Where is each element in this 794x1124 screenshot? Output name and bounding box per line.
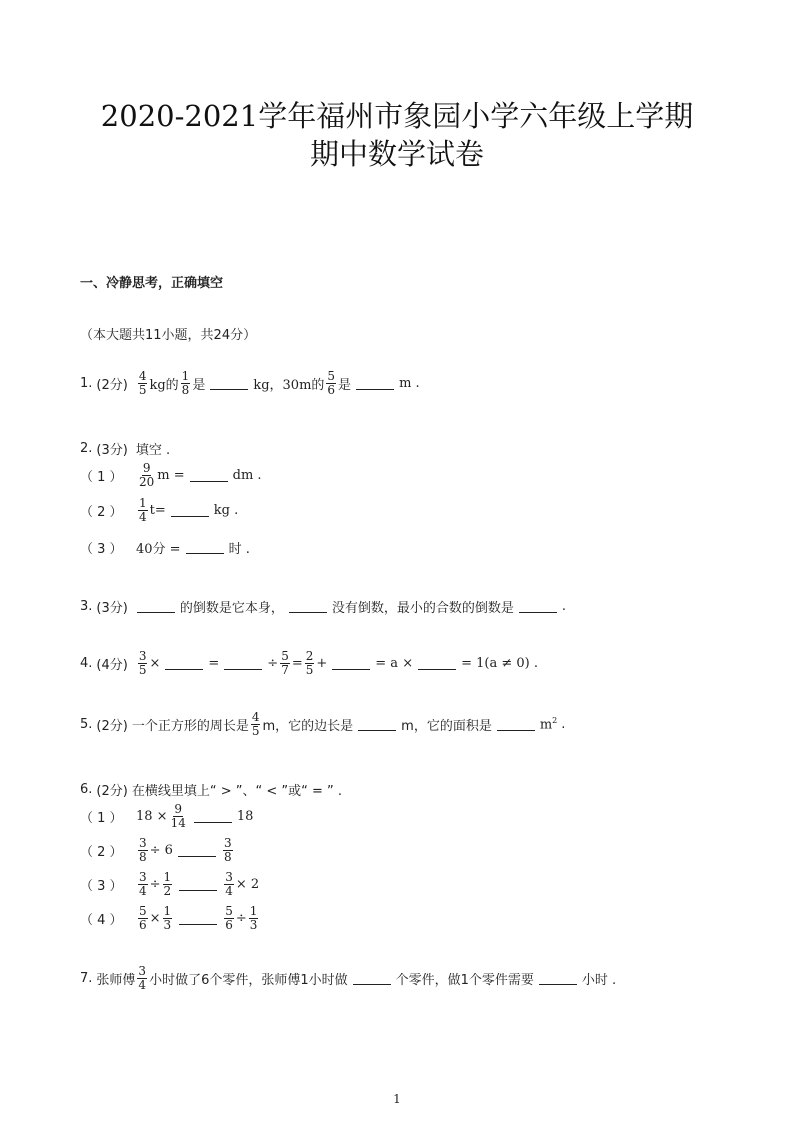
numerator: 3 [223,836,232,850]
answer-blank[interactable] [194,811,232,823]
denominator: 3 [163,918,172,932]
q4-fraction-2 [280,650,290,677]
question-6-part-2 [80,837,235,864]
numerator: 4 [138,369,147,383]
q5-text-5: . [561,717,566,732]
answer-blank[interactable] [353,973,391,985]
q6-stem: 在横线里填上“ > ”、“ < ”或“ = ” . [131,784,342,799]
part-label: （ 1 ） [80,811,123,826]
q6-number: 6. [80,782,93,797]
question-3 [80,597,566,616]
q4-fraction-3 [305,650,315,677]
question-5 [80,711,565,738]
denominator: 6 [225,918,233,932]
q5-score: (2分) [96,719,128,734]
q2-2-fraction [138,497,148,524]
question-2-part-2 [80,497,238,524]
q4-text-2: = [208,656,220,671]
q5-text-2: m，它的边长是 [262,719,354,734]
part-label: （ 3 ） [80,879,123,894]
q6-score: (2分) [96,784,128,799]
q2-3-text-2: 时 . [228,542,250,557]
q6-3-text-1: ÷ [149,877,161,892]
q4-text-1: × [149,656,161,671]
q6-4-fraction-2 [163,905,173,932]
denominator: 8 [139,850,147,864]
q6-4-fraction-1 [138,905,148,932]
numerator: 1 [163,904,172,918]
answer-blank[interactable] [497,719,535,731]
q4-text-5: + [316,656,328,671]
q1-text-5: m . [399,376,420,391]
denominator: 5 [138,383,147,397]
q5-text-1: 一个正方形的周长是 [131,719,249,734]
question-6-part-3 [80,871,259,898]
numerator: 5 [139,904,147,918]
numerator: 4 [251,710,260,724]
q5-number: 5. [80,717,93,732]
q7-text-1: 张师傅 [96,973,136,988]
q1-text-4: 是 [338,378,352,393]
q4-fraction-1 [138,650,148,677]
numerator: 1 [181,369,190,383]
answer-blank[interactable] [519,601,557,613]
q1-score: (2分) [96,378,128,393]
q2-3-text-1: 40分 = [136,542,181,557]
q4-text-6: = a × [375,656,414,671]
q1-number: 1. [80,376,93,391]
answer-blank[interactable] [332,658,370,670]
denominator: 5 [138,663,147,677]
q6-2-text-1: ÷ 6 [149,843,173,858]
answer-blank[interactable] [179,913,217,925]
q7-number: 7. [80,971,93,986]
q2-number: 2. [80,441,93,456]
q4-text-3: ÷ [267,656,279,671]
numerator: 3 [139,836,147,850]
q6-1-text-2: 18 [236,809,254,824]
q3-number: 3. [80,599,93,614]
q2-2-text-1: t= [149,503,166,518]
q5-unit: m [539,717,553,733]
question-6-part-4 [80,905,260,932]
answer-blank[interactable] [539,973,577,985]
q3-text-1: 的倒数是它本身， [179,601,284,616]
denominator: 4 [139,510,147,524]
denominator: 4 [139,884,147,898]
answer-blank[interactable] [356,378,394,390]
denominator: 5 [251,724,260,738]
answer-blank[interactable] [171,505,209,517]
q4-number: 4. [80,656,93,671]
question-2-part-3 [80,538,250,557]
numerator: 3 [139,870,147,884]
numerator: 9 [142,461,151,475]
q7-text-3: 个零件，做1个零件需要 [395,973,534,988]
question-1 [80,370,420,397]
q6-3-fraction-3 [224,871,234,898]
q2-score: (3分) [96,443,128,458]
q5-text-3: m，它的面积是 [401,719,492,734]
q3-text-3: . [561,599,566,614]
answer-blank[interactable] [224,658,262,670]
q3-score: (3分) [96,601,128,616]
page-number: 1 [393,1092,401,1106]
page-title-line-1: 2020-2021学年福州市象园小学六年级上学期 [100,99,694,133]
numerator: 3 [138,649,147,663]
q1-fraction-2 [181,370,191,397]
q2-stem: 填空 . [135,443,171,458]
denominator: 8 [181,383,190,397]
q4-text-7: = 1(a ≠ 0) . [461,656,538,671]
denominator: 6 [139,918,147,932]
page-title-line-2: 期中数学试卷 [309,137,484,171]
q1-text-1: kg的 [149,378,179,393]
q6-4-fraction-3 [224,905,234,932]
answer-blank[interactable] [178,845,216,857]
q6-4-text-1: × [149,911,161,926]
part-label: （ 2 ） [80,505,123,520]
numerator: 1 [163,870,172,884]
q5-text-4 [540,716,557,732]
q6-3-text-2: × 2 [235,877,260,892]
q2-1-text-1: m = [157,468,185,483]
q1-fraction-3 [326,370,336,397]
denominator: 4 [138,978,147,992]
denominator: 4 [225,884,233,898]
numerator: 2 [305,649,314,663]
question-2 [80,439,170,458]
q6-4-fraction-4 [249,905,259,932]
q4-text-4: = [291,656,303,671]
q4-score: (4分) [96,658,128,673]
part-label: （ 1 ） [80,470,123,485]
answer-blank[interactable] [137,601,175,613]
q7-fraction [137,965,147,992]
section-note: （本大题共11小题，共24分） [80,328,257,343]
part-label: （ 2 ） [80,845,123,860]
denominator: 20 [139,475,155,489]
section-heading: 一、冷静思考，正确填空 [80,276,224,291]
question-2-part-1 [80,462,262,489]
numerator: 3 [225,870,233,884]
q6-1-text-1: 18 × [136,809,168,824]
numerator: 5 [327,369,336,383]
denominator: 14 [170,816,186,830]
q6-3-fraction-2 [163,871,173,898]
question-6-part-1 [80,803,253,830]
answer-blank[interactable] [190,470,228,482]
numerator: 5 [225,904,233,918]
q6-2-fraction-1 [138,837,148,864]
numerator: 3 [138,964,147,978]
denominator: 8 [223,850,232,864]
part-label: （ 4 ） [80,913,123,928]
answer-blank[interactable] [210,378,248,390]
q3-text-2: 没有倒数，最小的合数的倒数是 [331,601,514,616]
answer-blank[interactable] [179,879,217,891]
q2-1-text-2: dm . [232,468,262,483]
question-7 [80,965,616,992]
numerator: 1 [139,496,147,510]
q5-fraction [251,711,261,738]
answer-blank[interactable] [186,542,224,554]
q1-text-3: kg，30m的 [253,378,325,393]
answer-blank[interactable] [289,601,327,613]
denominator: 7 [281,663,289,677]
q5-unit-exponent: 2 [552,716,558,726]
denominator: 6 [327,383,336,397]
question-6 [80,780,342,799]
numerator: 9 [174,802,183,816]
numerator: 5 [281,649,289,663]
q6-2-fraction-2 [223,837,233,864]
answer-blank[interactable] [165,658,203,670]
q6-1-fraction [170,803,187,830]
q2-1-fraction [138,462,155,489]
q6-3-fraction-1 [138,871,148,898]
part-label: （ 3 ） [80,542,123,557]
q6-4-text-2: ÷ [235,911,247,926]
denominator: 2 [163,884,172,898]
denominator: 3 [249,918,258,932]
denominator: 5 [305,663,314,677]
numerator: 1 [249,904,258,918]
answer-blank[interactable] [358,719,396,731]
q1-fraction-1 [138,370,148,397]
question-4 [80,650,538,677]
answer-blank[interactable] [418,658,456,670]
q7-text-2: 小时做了6个零件，张师傅1小时做 [149,973,348,988]
q1-text-2: 是 [192,378,206,393]
q2-2-text-2: kg . [213,503,239,518]
q7-text-4: 小时 . [581,973,617,988]
